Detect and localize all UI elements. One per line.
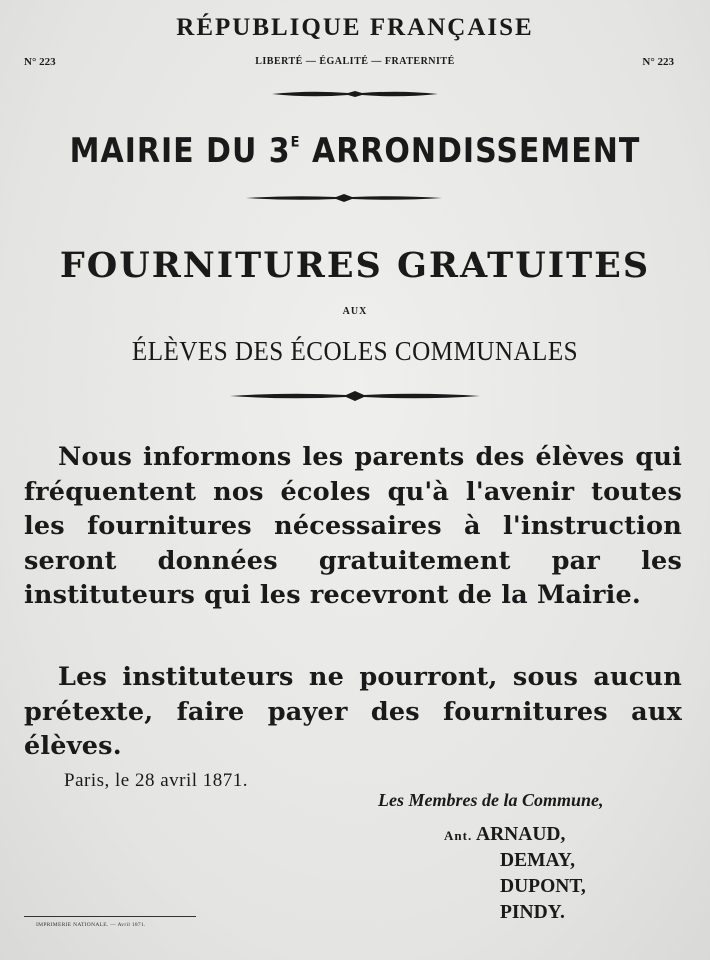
membres-line: Les Membres de la Commune, [378,790,604,810]
poster-number-left: N° 223 [24,56,56,68]
body-paragraph-2: Les instituteurs ne pourront, sous aucun prétexte, faire payer des fournitures aux élèves. [24,662,682,761]
signatory-4: PINDY. [500,902,565,923]
signatory-1 [444,822,565,849]
devise: LIBERTÉ — ÉGALITÉ — FRATERNITÉ [255,56,455,67]
ornamental-rule-3 [228,389,482,403]
republique-heading: RÉPUBLIQUE FRANÇAISE [176,14,534,41]
ornamental-rule-2 [244,192,444,204]
body-paragraph-1: Nous informons les parents des élèves qui fréquentent nos écoles qu'à l'avenir toutes les fournitures nécessaires à l'instruction seront données gratuitement par les instituteurs qui les recevront de la Mairie. [24,442,682,610]
imprimerie-line: IMPRIMERIE NATIONALE. — Avril 1871. [36,922,146,928]
subtitle: ÉLÈVES DES ÉCOLES COMMUNALES [131,336,579,366]
headline: FOURNITURES GRATUITES [59,245,651,286]
signatory-1-prefix: Ant. [444,828,473,843]
signatory-3: DUPONT, [500,876,586,897]
imprimerie-rule [24,916,196,917]
mairie-title-sup: E [290,134,301,151]
mairie-title-rest: ARRONDISSEMENT [300,131,641,172]
date-line: Paris, le 28 avril 1871. [64,770,249,791]
signatory-2: DEMAY, [500,850,575,871]
poster-number-right: N° 223 [642,56,674,68]
mairie-title-main: MAIRIE DU 3 [69,131,291,172]
signatory-1-name: ARNAUD, [476,824,566,845]
ornamental-rule-1 [270,88,440,100]
aux-word: AUX [342,306,368,317]
mairie-title [0,132,710,171]
